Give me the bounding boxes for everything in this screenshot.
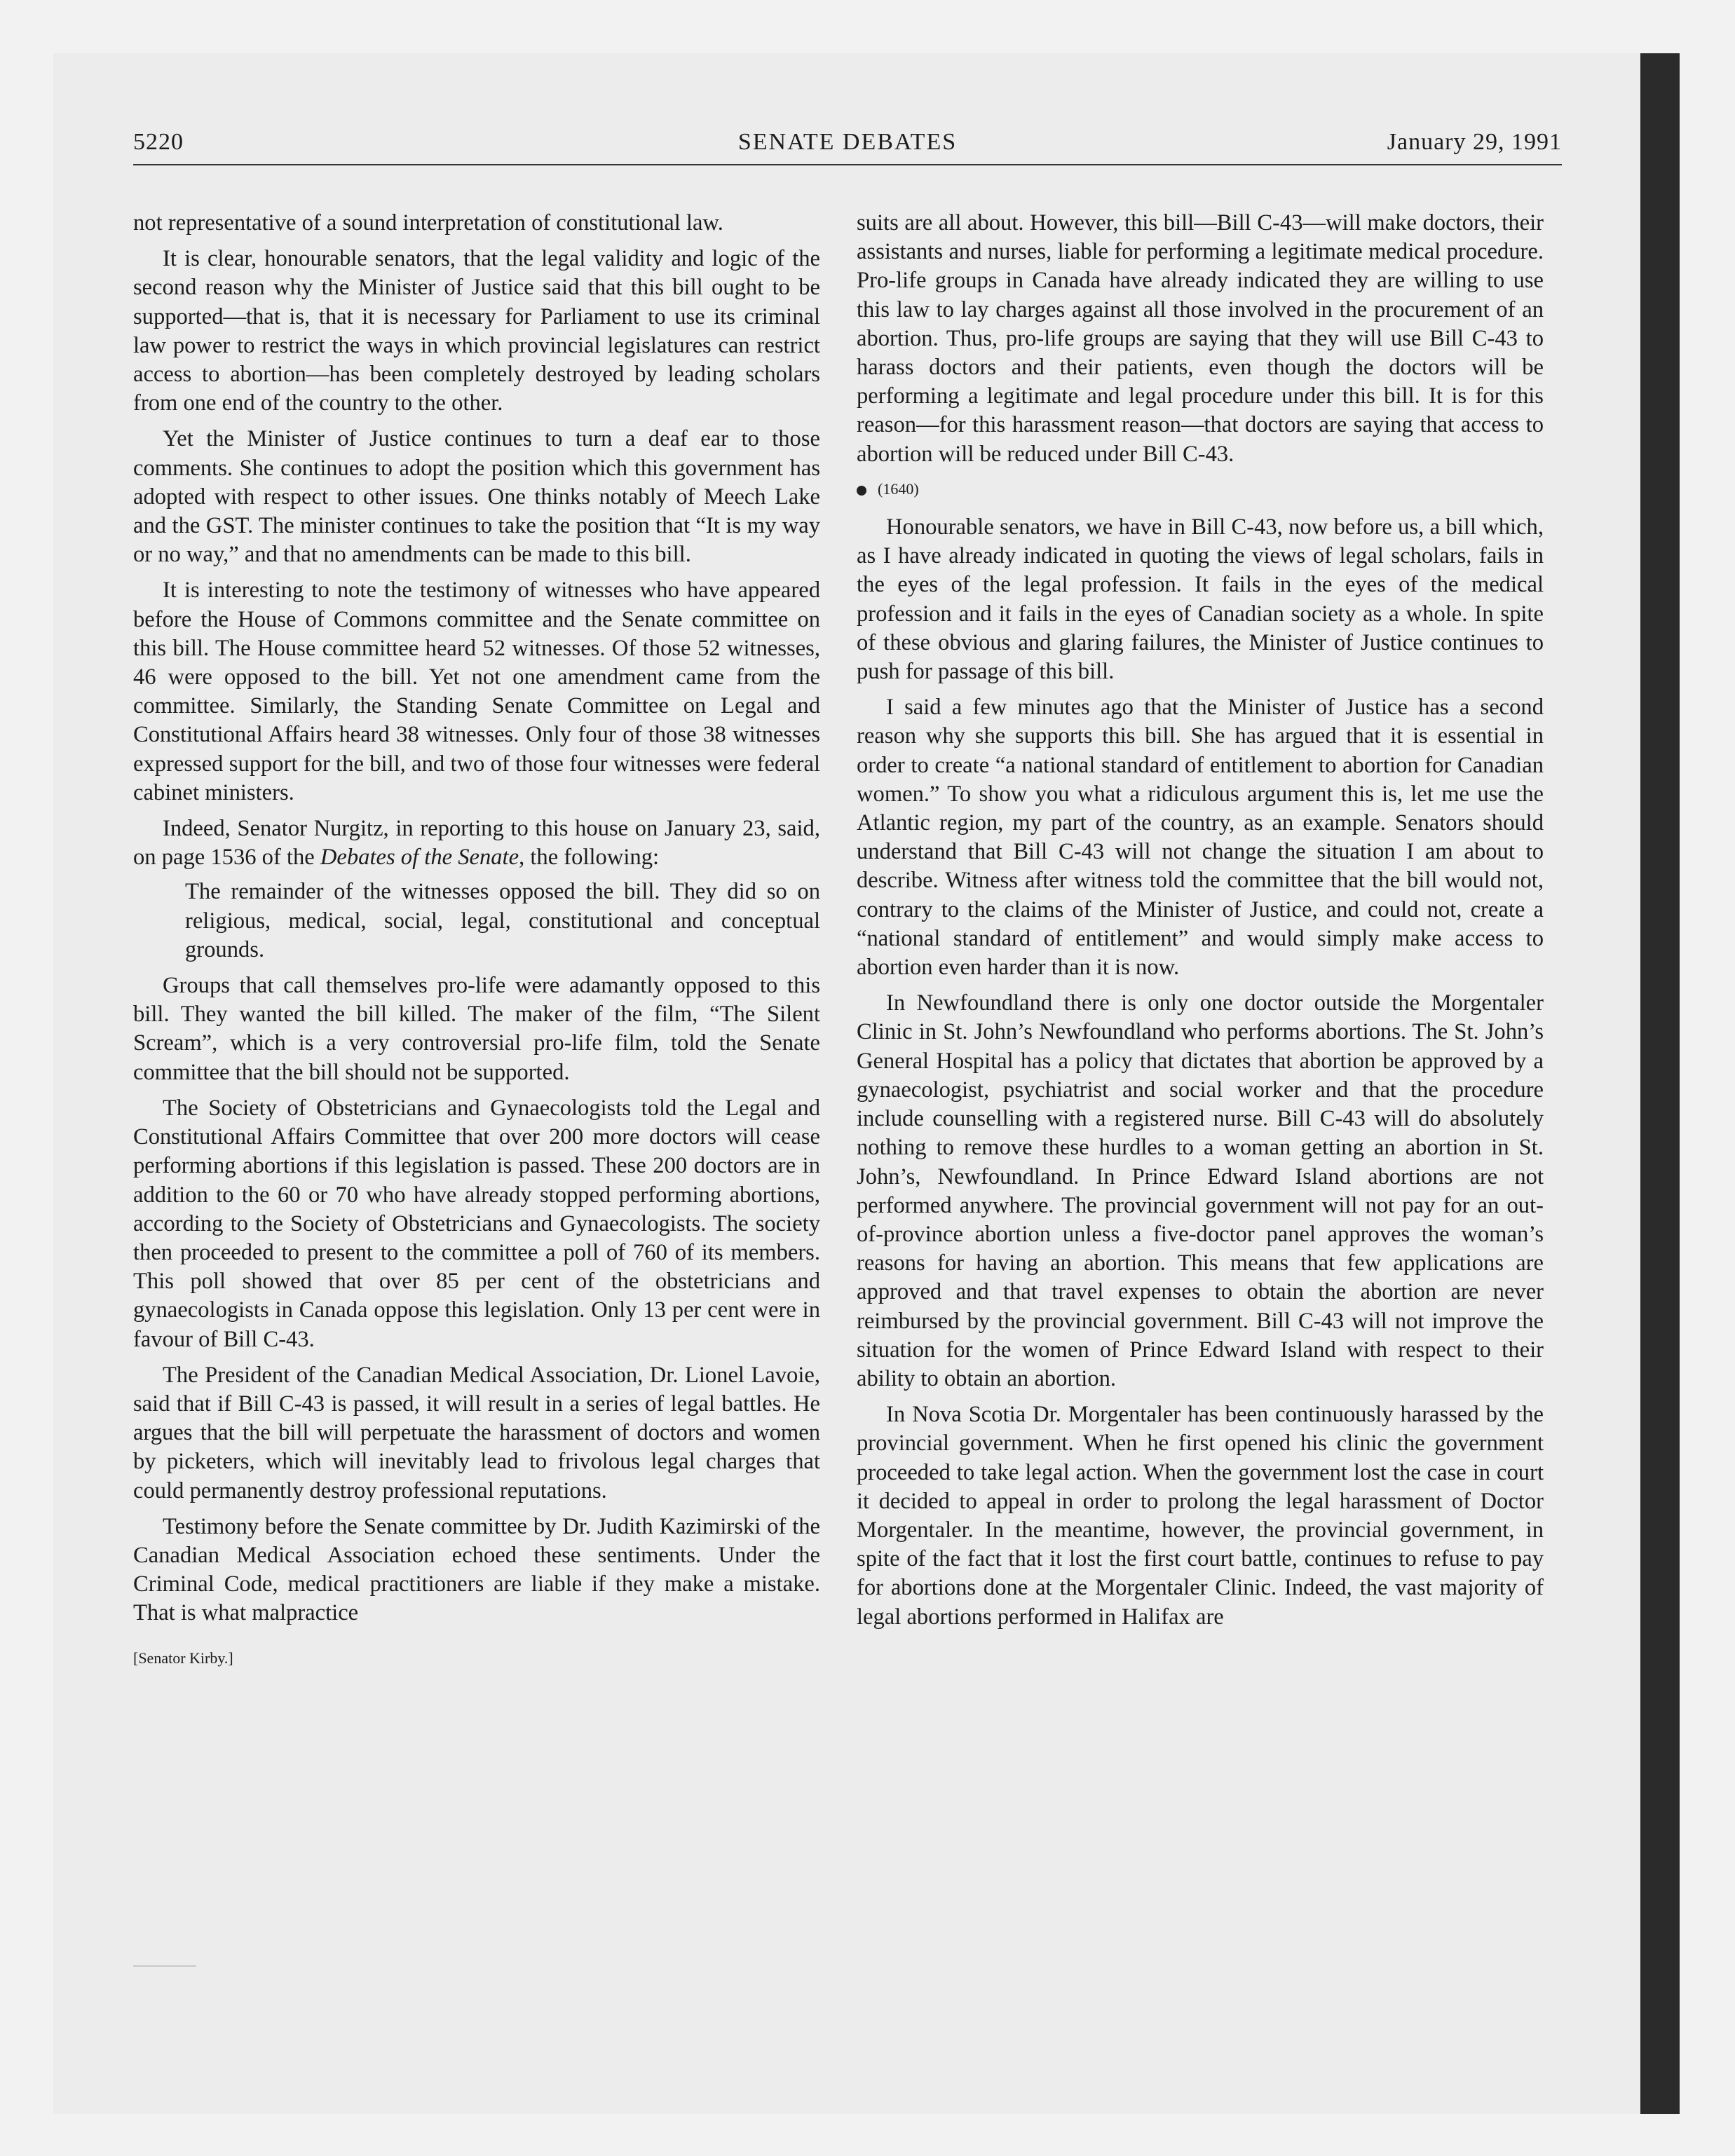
page-number: 5220 [133,129,184,155]
right-column [857,209,1544,1632]
paragraph: It is interesting to note the testimony of witnesses who have appeared before the House of Commons committee and the Senate committee on this bill. The House committee heard 52 witnesses. Of those 52 witnesses, 46 were opposed to the bill. Yet not one amendment came from the committee. Similarly, the Standing Senate Committee on Legal and Constitutional Affairs heard 38 witnesses. Only four of those 38 witnesses expressed support for the bill, and two of those four witnesses were federal cabinet ministers. [133,578,820,805]
paragraph [133,814,820,872]
paragraph: It is clear, honourable senators, that the legal validity and logic of the second reason why the Minister of Justice said that this bill ought to be supported—that is, that it is necessary for Parliament to use its criminal law power to restrict the ways in which provincial legislatures can restrict access to abortion—has been completely destroyed by leading scholars from one end of the country to the other. [133,246,820,416]
paragraph-text: Indeed, Senator Nurgitz, in reporting to this house on January 23, said, on page 1536 of the [133,816,820,871]
bullet-icon [857,486,866,496]
paragraph-text: , the following: [519,845,660,871]
publication-date: January 29, 1991 [1387,129,1562,155]
page-header [133,125,1562,165]
paragraph: Honourable senators, we have in Bill C-43, now before us, a bill which, as I have already indicated in quoting the views of legal scholars, fails in the eyes of the legal profession. It fails in the eyes of the medical profession and it fails in the eyes of Canadian society as a whole. In spite of these obvious and glaring failures, the Minister of Justice continues to push for passage of this bill. [857,514,1544,685]
left-column [133,209,820,1672]
publication-title: SENATE DEBATES [737,129,958,155]
paragraph: Testimony before the Senate committee by Dr. Judith Kazimirski of the Canadian Medical Association echoed these sentiments. Under the Criminal Code, medical practitioners are liable if they make a mistake. That is what malpractice [133,1513,820,1626]
time-marker-text: (1640) [878,479,919,498]
publication-reference: Debates of the Senate [320,845,519,871]
speaker-attribution: [Senator Kirby.] [133,1649,233,1667]
time-marker [857,475,1544,503]
paragraph: The President of the Canadian Medical Association, Dr. Lionel Lavoie, said that if Bill C-43 is passed, it will result in a series of legal battles. He argues that the bill will perpetuate the harassment of doctors and women by picketers, which will inevitably lead to frivolous legal charges that could permanently destroy professional reputations. [133,1362,820,1503]
paragraph: The Society of Obstetricians and Gynaecologists told the Legal and Constitutional Affairs Committee that over 200 more doctors will cease performing abortions if this legislation is passed. These 200 doctors are in addition to the 60 or 70 who have already stopped performing abortions, according to the Society of Obstetricians and Gynaecologists. The society then proceeded to present to the committee a poll of 760 of its members. This poll showed that over 85 per cent of the obstetricians and gynaecologists in Canada oppose this legislation. Only 13 per cent were in favour of Bill C-43. [133,1095,820,1352]
scan-mark [133,1965,196,1967]
scan-edge-bar [1640,53,1680,2114]
paragraph: suits are all about. However, this bill—Bill C-43—will make doctors, their assistants and nurses, liable for performing a legitimate medical procedure. Pro-life groups in Canada have already indicated they are willing to use this law to lay charges against all those involved in the procurement of an abortion. Thus, pro-life groups are saying that they will use Bill C-43 to harass doctors and their patients, even though the doctors will be performing a legitimate and legal procedure under this bill. It is for this reason—for this harassment reason—that doctors are saying that access to abortion will be reduced under Bill C-43. [857,210,1544,467]
paragraph: Yet the Minister of Justice continues to turn a deaf ear to those comments. She continues to adopt the position which this government has adopted with respect to other issues. One thinks notably of Meech Lake and the GST. The minister continues to take the position that “It is my way or no way,” and that no amendments can be made to this bill. [133,426,820,568]
paragraph: In Nova Scotia Dr. Morgentaler has been continuously harassed by the provincial government. When he first opened his clinic the government proceeded to take legal action. When the government lost the case in court it decided to appeal in order to prolong the legal harassment of Doctor Morgentaler. In the meantime, however, the provincial government, in spite of the fact that it lost the first court battle, continues to refuse to pay for abortions done at the Morgentaler Clinic. Indeed, the vast majority of legal abortions performed in Halifax are [857,1402,1544,1630]
paragraph: In Newfoundland there is only one doctor outside the Morgentaler Clinic in St. John’s Newfoundland who performs abortions. The St. John’s General Hospital has a policy that dictates that abortion be approved by a gynaecologist, psychiatrist and social worker and that the procedure include counselling with a registered nurse. Bill C-43 will do absolutely nothing to remove these hurdles to a woman getting an abortion in St. John’s, Newfoundland. In Prince Edward Island abortions are not performed anywhere. The provincial government will not pay for an out-of-province abortion unless a five-doctor panel approves the woman’s reasons for having an abortion. This means that few applications are approved and that travel expenses to obtain the abortion are never reimbursed by the provincial government. Bill C-43 will not improve the situation for the women of Prince Edward Island with respect to their ability to obtain an abortion. [857,990,1544,1391]
paragraph: not representative of a sound interpretation of constitutional law. [133,210,723,236]
block-quote: The remainder of the witnesses opposed the bill. They did so on religious, medical, social, legal, constitutional and conceptual grounds. [185,879,820,962]
paragraph: Groups that call themselves pro-life were adamantly opposed to this bill. They wanted the bill killed. The maker of the film, “The Silent Scream”, which is a very controversial pro-life film, told the Senate committee that the bill should not be supported. [133,973,820,1085]
paragraph: I said a few minutes ago that the Minister of Justice has a second reason why she supports this bill. She has argued that it is essential in order to create “a national standard of entitlement to abortion for Canadian women.” To show you what a ridiculous argument this is, let me use the Atlantic region, my part of the country, as an example. Senators should understand that Bill C-43 will not change the situation I am about to describe. Witness after witness told the committee that the bill would not, contrary to the claims of the Minister of Justice, and could not, create a “national standard of entitlement” and would simply make access to abortion even harder than it is now. [857,695,1544,981]
